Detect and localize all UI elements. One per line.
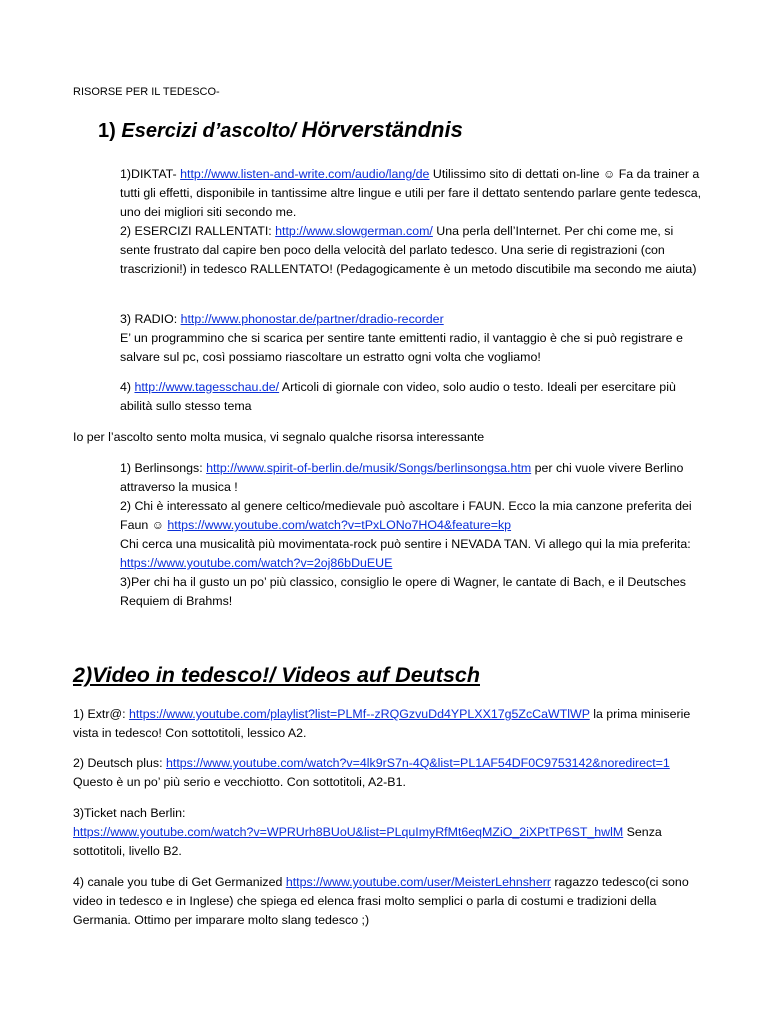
- document-title: RISORSE PER IL TEDESCO-: [73, 86, 220, 98]
- faun-link[interactable]: https://www.youtube.com/watch?v=tPxLONo7HO4&feature=kp: [167, 518, 512, 532]
- tagesschau-link[interactable]: http://www.tagesschau.de/: [134, 380, 280, 394]
- ticket-text: Senza sottotitoli, livello B2.: [73, 825, 662, 858]
- extra-paragraph: [73, 705, 705, 743]
- deutsch-plus-link[interactable]: https://www.youtube.com/watch?v=4lk9rS7n-4Q&list=PL1AF54DF0C9753142&noredirect=1: [165, 756, 670, 770]
- diktat-label: 1)DIKTAT-: [120, 167, 181, 181]
- radio-text: E’ un programmino che si scarica per sentire tante emittenti radio, il vantaggio è che si può registrare e salvare sul pc, così possiamo riascoltare un estratto ogni volta che vogliamo!: [120, 331, 683, 364]
- diktat-paragraph: [120, 165, 702, 279]
- extra-text: la prima miniserie vista in tedesco! Con sottotitoli, lessico A2.: [73, 707, 691, 740]
- ticket-label: 3)Ticket nach Berlin:: [73, 806, 186, 820]
- berlinsongs-label: 1) Berlinsongs:: [120, 461, 207, 475]
- berlinsongs-text: per chi vuole vivere Berlino attraverso la musica !: [120, 461, 684, 494]
- smiley-icon: ☺: [603, 167, 616, 181]
- nevada-link[interactable]: https://www.youtube.com/watch?v=2oj86bDuEUE: [120, 556, 393, 570]
- get-germanized-text: ragazzo tedesco(ci sono video in tedesco e in Inglese) che spiega ed elenca frasi molto semplici o parla di costumi e tradizioni della Germania. Ottimo per imparare molto slang tedesco ;): [73, 875, 689, 927]
- extra-link[interactable]: https://www.youtube.com/playlist?list=PLMf--zRQGzvuDd4YPLXX17g5ZcCaWTlWP: [128, 707, 590, 721]
- diktat-text1: Utilissimo sito di dettati on-line: [429, 167, 603, 181]
- classic-text: 3)Per chi ha il gusto un po’ più classico, consiglio le opere di Wagner, le cantate di Bach, e il Deutsches Requiem di Brahms!: [120, 575, 686, 608]
- section1-heading: [98, 115, 463, 146]
- diktat-text2: Fa da trainer a tutti gli effetti, disponibile in tantissime altre lingue e utili per fare il dettato sentendo parlare gente tedesca, uno dei migliori siti secondo me.: [120, 167, 702, 219]
- music-intro: Io per l’ascolto sento molta musica, vi segnalo qualche risorsa interessante: [73, 430, 485, 444]
- section2-heading: 2)Video in tedesco!/ Videos auf Deutsch: [73, 663, 480, 687]
- ticket-link[interactable]: https://www.youtube.com/watch?v=WPRUrh8BUoU&list=PLquImyRfMt6eqMZiO_2iXPtTP6ST_hwlM: [73, 825, 624, 839]
- radio-label: 3) RADIO:: [120, 312, 181, 326]
- rallentati-text: Una perla dell’Internet. Per chi come me, si sente frustrato dal capire ben poco della velocità del parlato tedesco. Una serie di registrazioni (con trascrizioni!) in tedesco RALLENTATO! (Pedagogicamente è un metodo discutibile ma secondo me aiuta): [120, 224, 697, 276]
- nevada-text: Chi cerca una musicalità più movimentata-rock può sentire i NEVADA TAN. Vi allego qui la mia preferita:: [120, 537, 691, 551]
- deutsch-plus-text: Questo è un po’ più serio e vecchiotto. Con sottotitoli, A2-B1.: [73, 775, 406, 789]
- deutsch-plus-paragraph: [73, 754, 705, 792]
- radio-paragraph: [120, 310, 702, 367]
- tagesschau-paragraph: [120, 378, 702, 416]
- slowgerman-link[interactable]: http://www.slowgerman.com/: [275, 224, 433, 238]
- diktat-link[interactable]: http://www.listen-and-write.com/audio/lang/de: [180, 167, 430, 181]
- faun-text: 2) Chi è interessato al genere celtico/medievale può ascoltare i FAUN. Ecco la mia canzone preferita dei Faun: [120, 499, 692, 532]
- get-germanized-label: 4) canale you tube di Get Germanized: [73, 875, 286, 889]
- smiley-icon: ☺: [151, 518, 164, 532]
- deutsch-plus-label: 2) Deutsch plus:: [73, 756, 166, 770]
- ticket-paragraph: [73, 804, 705, 861]
- music-paragraph: [120, 459, 702, 611]
- get-germanized-link[interactable]: https://www.youtube.com/user/MeisterLehnsherr: [285, 875, 551, 889]
- get-germanized-paragraph: [73, 873, 705, 930]
- tagesschau-text: Articoli di giornale con video, solo audio o testo. Ideali per esercitare più abilità sullo stesso tema: [120, 380, 676, 413]
- section1-number: 1): [98, 120, 116, 142]
- rallentati-label: 2) ESERCIZI RALLENTATI:: [120, 224, 276, 238]
- section1-slash: /: [290, 120, 296, 142]
- berlinsongs-link[interactable]: http://www.spirit-of-berlin.de/musik/Songs/berlinsongsa.htm: [206, 461, 532, 475]
- section1-title-de: Hörverständnis: [301, 117, 463, 142]
- radio-link[interactable]: http://www.phonostar.de/partner/dradio-recorder: [180, 312, 444, 326]
- extra-label: 1) Extr@:: [73, 707, 129, 721]
- section1-title-it: Esercizi d’ascolto: [121, 120, 291, 142]
- tagesschau-label: 4): [120, 380, 135, 394]
